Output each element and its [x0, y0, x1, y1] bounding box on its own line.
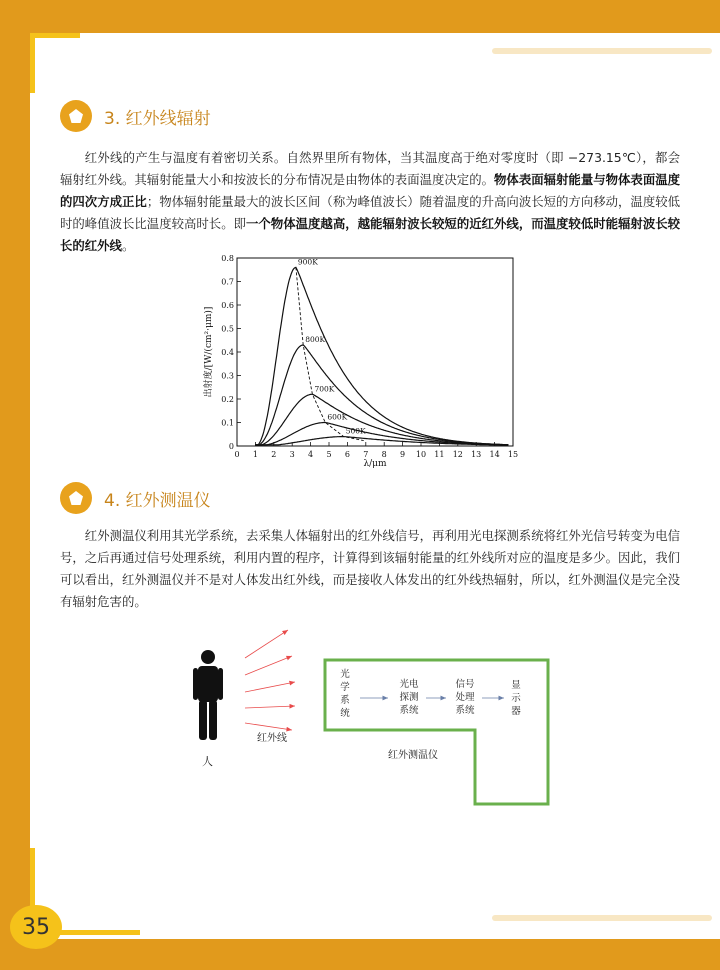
series-label: 900K — [297, 257, 318, 267]
series-line — [255, 394, 508, 445]
block-text: 示 — [511, 693, 521, 704]
ray-arrow — [245, 682, 295, 692]
y-tick-label: 0.8 — [221, 254, 234, 263]
block-text: 器 — [511, 706, 521, 717]
section4-title: 4. 红外测温仪 — [104, 490, 211, 511]
x-tick-label: 11 — [434, 450, 445, 459]
section4-header — [60, 482, 211, 514]
section3-text-1: 红外线的产生与温度有着密切关系。自然界里所有物体，当其温度高于绝对零度时（即 −273.15℃），都会辐射红外线。其辐射能量大小和按波长的分布情况是由物体的表面温度决定的。 — [60, 150, 680, 187]
section3-bold-1: 物体表面辐射能量与物体表面温度的四次方成正比 — [60, 172, 681, 209]
ray-label: 红外线 — [257, 733, 287, 744]
y-axis-label: 出射度/[W/(cm²·μm)] — [204, 306, 214, 398]
display-block — [511, 680, 521, 717]
corner-accent-top — [30, 33, 80, 38]
series-line — [255, 423, 508, 445]
y-tick-label: 0.4 — [221, 348, 234, 357]
block-text: 系统 — [455, 705, 475, 716]
series-label: 500K — [345, 426, 366, 436]
x-tick-label: 4 — [308, 450, 314, 459]
y-tick-label: 0.6 — [221, 301, 234, 310]
x-tick-label: 6 — [344, 450, 350, 459]
optical-system-block — [340, 668, 350, 719]
block-text: 系统 — [399, 705, 419, 716]
device-label: 红外测温仪 — [388, 750, 438, 761]
ray-arrow — [245, 656, 292, 675]
block-text: 显 — [511, 680, 521, 691]
y-tick-label: 0.7 — [221, 277, 234, 287]
x-tick-label: 12 — [452, 450, 463, 459]
y-tick-label: 0.3 — [221, 371, 234, 381]
x-tick-label: 13 — [471, 450, 482, 459]
ray-arrow — [245, 723, 292, 730]
corner-accent-left — [30, 33, 35, 93]
block-text: 统 — [340, 708, 350, 719]
block-text: 探测 — [399, 692, 419, 703]
x-tick-label: 15 — [507, 450, 519, 459]
x-tick-label: 5 — [326, 450, 332, 459]
top-deco-line — [492, 48, 712, 54]
person-label: 人 — [202, 755, 213, 768]
x-tick-label: 14 — [489, 450, 500, 459]
x-tick-label: 8 — [381, 450, 387, 459]
block-text: 处理 — [455, 692, 475, 703]
x-tick-label: 9 — [400, 450, 406, 459]
x-tick-label: 7 — [363, 450, 369, 459]
x-tick-label: 0 — [234, 450, 240, 459]
y-tick-label: 0.1 — [221, 418, 234, 428]
y-tick-label: 0 — [228, 442, 234, 451]
section3-text-3: 。 — [121, 238, 135, 253]
x-axis-label: λ/μm — [363, 459, 387, 469]
radiation-chart — [195, 250, 525, 472]
block-text: 信号 — [455, 679, 475, 690]
person-icon — [193, 650, 223, 740]
x-tick-label: 2 — [271, 450, 277, 459]
chart-frame — [237, 258, 513, 446]
x-tick-label: 10 — [415, 450, 427, 459]
bottom-deco-line — [492, 915, 712, 921]
x-tick-label: 1 — [252, 450, 258, 459]
photoelectric-block — [399, 678, 419, 716]
section4-text: 红外测温仪利用其光学系统，去采集人体辐射出的红外线信号，再利用光电探测系统将红外光信号转变为电信号，之后再通过信号处理系统，利用内置的程序，计算得到该辐射能量的红外线所对应的温度是多少。因此，我们可以看出，红外测温仪并不是对人体发出红外线，而是接收人体发出的红外线热辐射，所以，红外测温仪是完全没有辐射危害的。 — [60, 528, 680, 609]
block-text: 光 — [340, 669, 350, 680]
x-tick-label: 3 — [289, 450, 295, 459]
page-number: 35 — [10, 905, 62, 949]
thermometer-diagram — [180, 620, 580, 810]
ray-arrow — [245, 706, 295, 708]
section4-paragraph — [60, 525, 680, 613]
section3-bold-2: 一个物体温度越高，越能辐射波长较短的近红外线，而温度较低时能辐射波长较长的红外线 — [60, 216, 681, 253]
signal-processing-block — [455, 678, 475, 716]
block-text: 系 — [340, 695, 350, 706]
series-label: 800K — [305, 334, 326, 344]
pentagon-icon — [60, 482, 92, 514]
section3-header — [60, 100, 211, 132]
block-text: 学 — [340, 682, 350, 693]
series-label: 600K — [327, 412, 348, 422]
section3-paragraph — [60, 147, 680, 257]
pentagon-icon — [60, 100, 92, 132]
block-text: 光电 — [399, 679, 419, 690]
ray-arrow — [245, 630, 288, 658]
section3-title: 3. 红外线辐射 — [104, 108, 211, 129]
y-tick-label: 0.5 — [221, 324, 234, 334]
infrared-rays — [245, 630, 295, 730]
series-label: 700K — [314, 384, 335, 394]
y-tick-label: 0.2 — [221, 395, 234, 404]
section3-text-2: ；物体辐射能量最大的波长区间（称为峰值波长）随着温度的升高向波长短的方向移动，温度较低时的峰值波长比温度较高时长。即 — [60, 194, 681, 231]
